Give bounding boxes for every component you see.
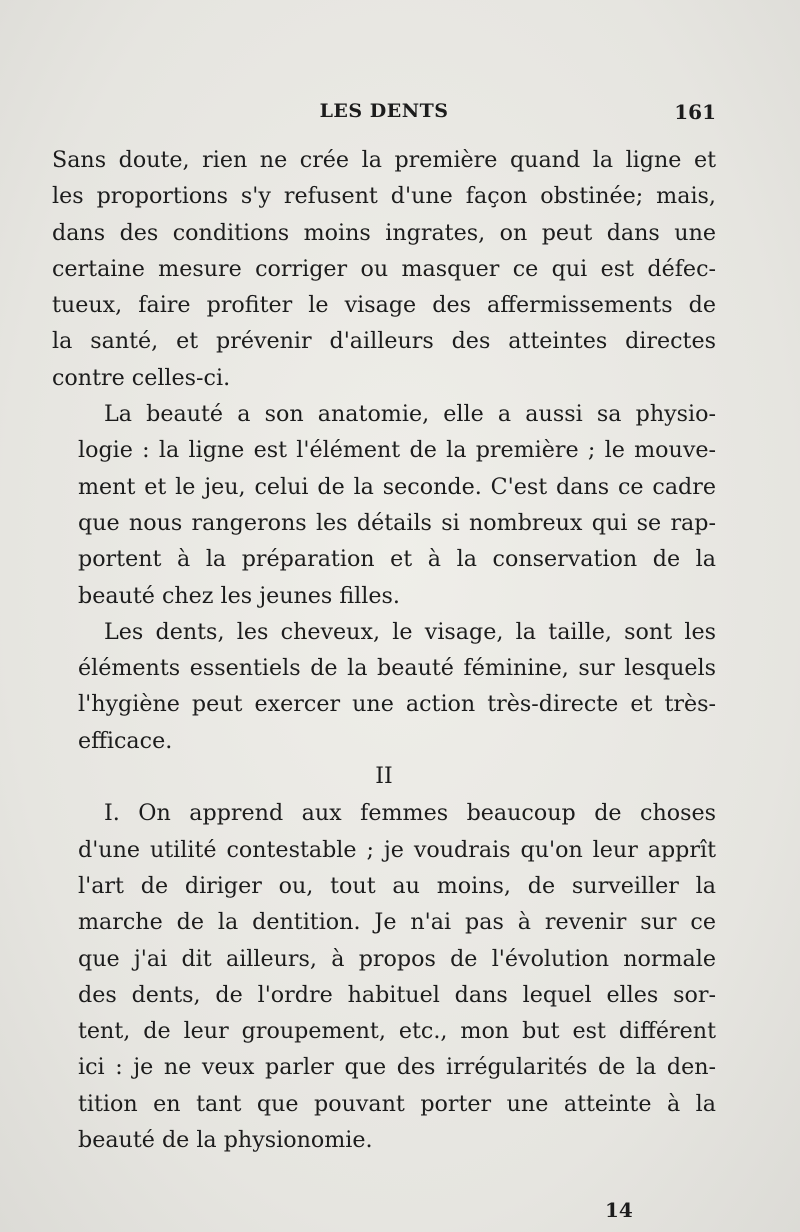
text-line: éléments essentiels de la beauté féminine, sur lesquels [78, 655, 716, 682]
page-number: 161 [674, 100, 716, 124]
text-line: certaine mesure corriger ou masquer ce qui est défec- [52, 255, 716, 282]
text-line: que j'ai dit ailleurs, à propos de l'évolution normale [78, 945, 716, 972]
text-line: les proportions s'y refusent d'une façon obstinée; mais, [52, 183, 716, 210]
body-text [52, 142, 716, 1158]
signature-mark: 14 [605, 1198, 633, 1222]
text-line: l'art de diriger ou, tout au moins, de surveiller la [78, 872, 716, 899]
text-line: des dents, de l'ordre habituel dans lequel elles sor- [78, 981, 716, 1008]
text-line: tent, de leur groupement, etc., mon but est différent [78, 1018, 716, 1045]
text-line: efficace. [78, 727, 173, 754]
page-header [52, 100, 716, 130]
text-line: portent à la préparation et à la conservation de la [78, 546, 716, 573]
text-line: marche de la dentition. Je n'ai pas à revenir sur ce [78, 909, 716, 936]
text-line: ment et le jeu, celui de la seconde. C'est dans ce cadre [78, 473, 716, 500]
text-line: Sans doute, rien ne crée la première quand la ligne et [52, 147, 716, 173]
text-line: l'hygiène peut exercer une action très-directe et très- [78, 691, 716, 718]
text-line: d'une utilité contestable ; je voudrais qu'on leur apprît [78, 836, 716, 863]
text-line: tition en tant que pouvant porter une atteinte à la [78, 1090, 716, 1117]
text-line: que nous rangerons les détails si nombreux qui se rap- [78, 509, 716, 536]
paragraph-4 [52, 795, 716, 1158]
text-line: La beauté a son anatomie, elle a aussi sa physio- [104, 401, 716, 428]
paragraph-1 [52, 142, 716, 396]
text-line: Les dents, les cheveux, le visage, la taille, sont les [104, 618, 716, 645]
text-line: contre celles-ci. [52, 364, 231, 391]
text-line: I. On apprend aux femmes beaucoup de choses [104, 800, 716, 827]
text-line: tueux, faire profiter le visage des affermissements de [52, 292, 716, 319]
text-line: dans des conditions moins ingrates, on peut dans une [52, 219, 716, 246]
text-line: beauté chez les jeunes filles. [78, 582, 400, 609]
text-line: logie : la ligne est l'élément de la première ; le mouve- [78, 437, 716, 464]
paragraph-3 [52, 614, 716, 759]
text-line: la santé, et prévenir d'ailleurs des atteintes directes [52, 328, 716, 355]
paragraph-2 [52, 396, 716, 614]
running-title: LES DENTS [319, 100, 449, 122]
section-heading: II [375, 764, 393, 790]
text-line: ici : je ne veux parler que des irrégularités de la den- [78, 1054, 716, 1081]
text-line: beauté de la physionomie. [78, 1127, 373, 1154]
